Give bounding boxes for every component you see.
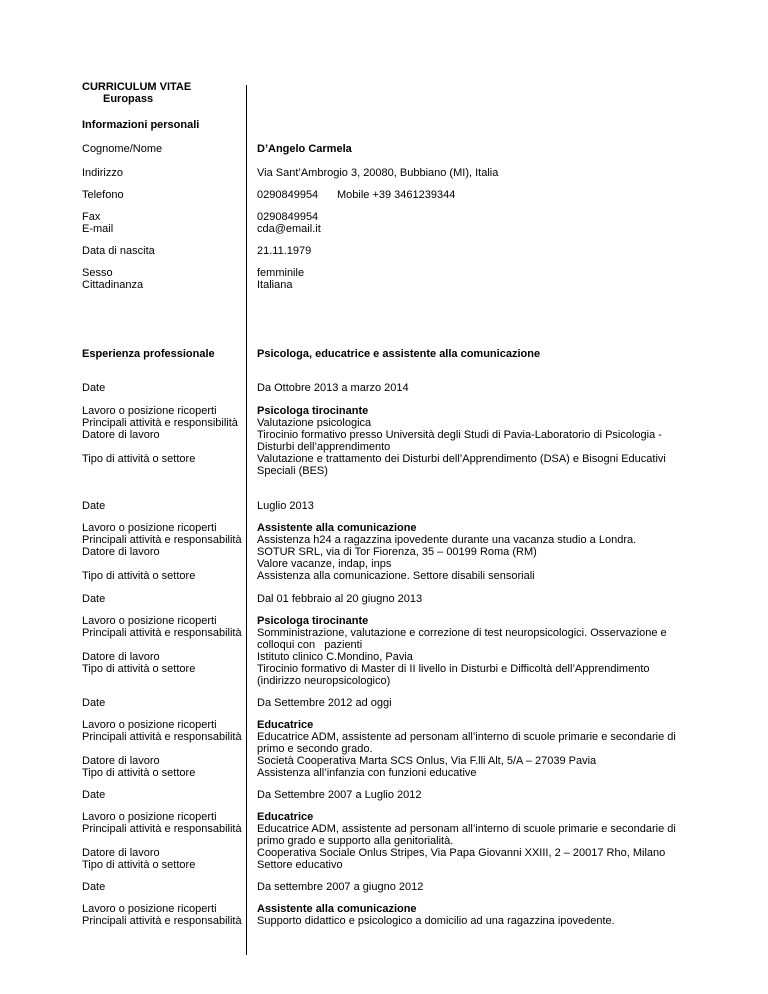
entry-date: Dal 01 febbraio al 20 giugno 2013: [257, 593, 423, 605]
employer-label: Datore di lavoro: [82, 429, 160, 441]
job-label: Lavoro o posizione ricoperti: [82, 903, 217, 915]
sector-label: Tipo di attività o settore: [82, 663, 196, 675]
fax-label: Fax: [82, 211, 101, 223]
job-label: Lavoro o posizione ricoperti: [82, 522, 217, 534]
main-activities-label: Principali attività e responsabilità: [82, 915, 242, 927]
cv-title: CURRICULUM VITAE: [82, 81, 192, 93]
entry-line: Disturbi dell’apprendimento: [257, 441, 391, 453]
sector-label: Tipo di attività o settore: [82, 453, 196, 465]
job-label: Lavoro o posizione ricoperti: [82, 615, 217, 627]
entry-line: Assistenza h24 a ragazzina ipovedente durante una vacanza studio a Londra.: [257, 534, 637, 546]
address-value: Via Sant’Ambrogio 3, 20080, Bubbiano (MI), Italia: [257, 167, 499, 179]
entry-line: Educatrice ADM, assistente ad personam all’interno di scuole primarie e secondarie di: [257, 731, 676, 743]
experience-summary: Psicologa, educatrice e assistente alla comunicazione: [257, 348, 541, 360]
employer-label: Datore di lavoro: [82, 755, 160, 767]
entry-line: Valutazione e trattamento dei Disturbi dell’Apprendimento (DSA) e Bisogni Educativi: [257, 453, 666, 465]
job-label: Lavoro o posizione ricoperti: [82, 811, 217, 823]
entry-line: Valore vacanze, indap, inps: [257, 558, 392, 570]
fax-value: 0290849954: [257, 211, 319, 223]
entry-line: Società Cooperativa Marta SCS Onlus, Via F.lli Alt, 5/A – 27039 Pavia: [257, 755, 597, 767]
employer-label: Datore di lavoro: [82, 546, 160, 558]
entry-line: Cooperativa Sociale Onlus Stripes, Via Papa Giovanni XXIII, 2 – 20017 Rho, Milano: [257, 847, 666, 859]
job-label: Lavoro o posizione ricoperti: [82, 719, 217, 731]
entry-line: Speciali (BES): [257, 465, 328, 477]
entry-line: Settore educativo: [257, 859, 343, 871]
birth-value: 21.11.1979: [257, 245, 312, 257]
section-personal-info: Informazioni personali: [82, 119, 200, 131]
phone-value: 0290849954: [257, 189, 319, 201]
entry-date: Da settembre 2007 a giugno 2012: [257, 881, 424, 893]
entry-line: Somministrazione, valutazione e correzione di test neuropsicologici. Osservazione e: [257, 627, 667, 639]
main-activities-label: Principali attività e responsibilità: [82, 417, 238, 429]
sex-label: Sesso: [82, 267, 113, 279]
entry-line: Tirocinio formativo di Master di II livello in Disturbi e Difficoltà dell’Apprendimento: [257, 663, 650, 675]
address-label: Indirizzo: [82, 167, 123, 179]
cv-subtitle: Europass: [103, 93, 154, 105]
entry-line: primo grado e supporto alla genitorialità.: [257, 835, 454, 847]
column-divider: [246, 85, 247, 955]
entry-line: Istituto clinico C.Mondino, Pavia: [257, 651, 413, 663]
sex-value: femminile: [257, 267, 305, 279]
entry-date: Luglio 2013: [257, 500, 314, 512]
citizenship-label: Cittadinanza: [82, 279, 144, 291]
entry-line: colloqui con pazienti: [257, 639, 363, 651]
sector-label: Tipo di attività o settore: [82, 767, 196, 779]
entry-line: (indirizzo neuropsicologico): [257, 675, 391, 687]
date-label: Date: [82, 789, 106, 801]
entry-title: Educatrice: [257, 719, 314, 731]
entry-line: Valutazione psicologica: [257, 417, 372, 429]
sector-label: Tipo di attività o settore: [82, 570, 196, 582]
sector-label: Tipo di attività o settore: [82, 859, 196, 871]
date-label: Date: [82, 697, 106, 709]
date-label: Date: [82, 593, 106, 605]
name-label: Cognome/Nome: [82, 143, 163, 155]
main-activities-label: Principali attività e responsabilità: [82, 731, 242, 743]
entry-title: Assistente alla comunicazione: [257, 522, 417, 534]
name-value: D’Angelo Carmela: [257, 143, 352, 155]
date-label: Date: [82, 881, 106, 893]
entry-line: Supporto didattico e psicologico a domicilio ad una ragazzina ipovedente.: [257, 915, 615, 927]
date-label: Date: [82, 382, 106, 394]
main-activities-label: Principali attività e responsabilità: [82, 627, 242, 639]
entry-date: Da Ottobre 2013 a marzo 2014: [257, 382, 409, 394]
entry-title: Psicologa tirocinante: [257, 615, 369, 627]
entry-line: Assistenza alla comunicazione. Settore disabili sensoriali: [257, 570, 535, 582]
entry-line: SOTUR SRL, via di Tor Fiorenza, 35 – 00199 Roma (RM): [257, 546, 537, 558]
birth-label: Data di nascita: [82, 245, 155, 257]
employer-label: Datore di lavoro: [82, 651, 160, 663]
phone-label: Telefono: [82, 189, 124, 201]
entry-line: Educatrice ADM, assistente ad personam all’interno di scuole primarie e secondarie di: [257, 823, 676, 835]
entry-date: Da Settembre 2012 ad oggi: [257, 697, 392, 709]
job-label: Lavoro o posizione ricoperti: [82, 405, 217, 417]
date-label: Date: [82, 500, 106, 512]
citizenship-value: Italiana: [257, 279, 293, 291]
entry-line: Tirocinio formativo presso Università degli Studi di Pavia-Laboratorio di Psicologia -: [257, 429, 662, 441]
entry-title: Assistente alla comunicazione: [257, 903, 417, 915]
mobile-value: Mobile +39 3461239344: [337, 189, 456, 201]
email-label: E-mail: [82, 223, 114, 235]
main-activities-label: Principali attività e responsabilità: [82, 823, 242, 835]
entry-line: Assistenza all’infanzia con funzioni educative: [257, 767, 477, 779]
section-experience: Esperienza professionale: [82, 348, 215, 360]
employer-label: Datore di lavoro: [82, 847, 160, 859]
main-activities-label: Principali attività e responsabilità: [82, 534, 242, 546]
entry-title: Psicologa tirocinante: [257, 405, 369, 417]
email-value: cda@email.it: [257, 223, 321, 235]
entry-title: Educatrice: [257, 811, 314, 823]
entry-date: Da Settembre 2007 a Luglio 2012: [257, 789, 422, 801]
entry-line: primo e secondo grado.: [257, 743, 373, 755]
